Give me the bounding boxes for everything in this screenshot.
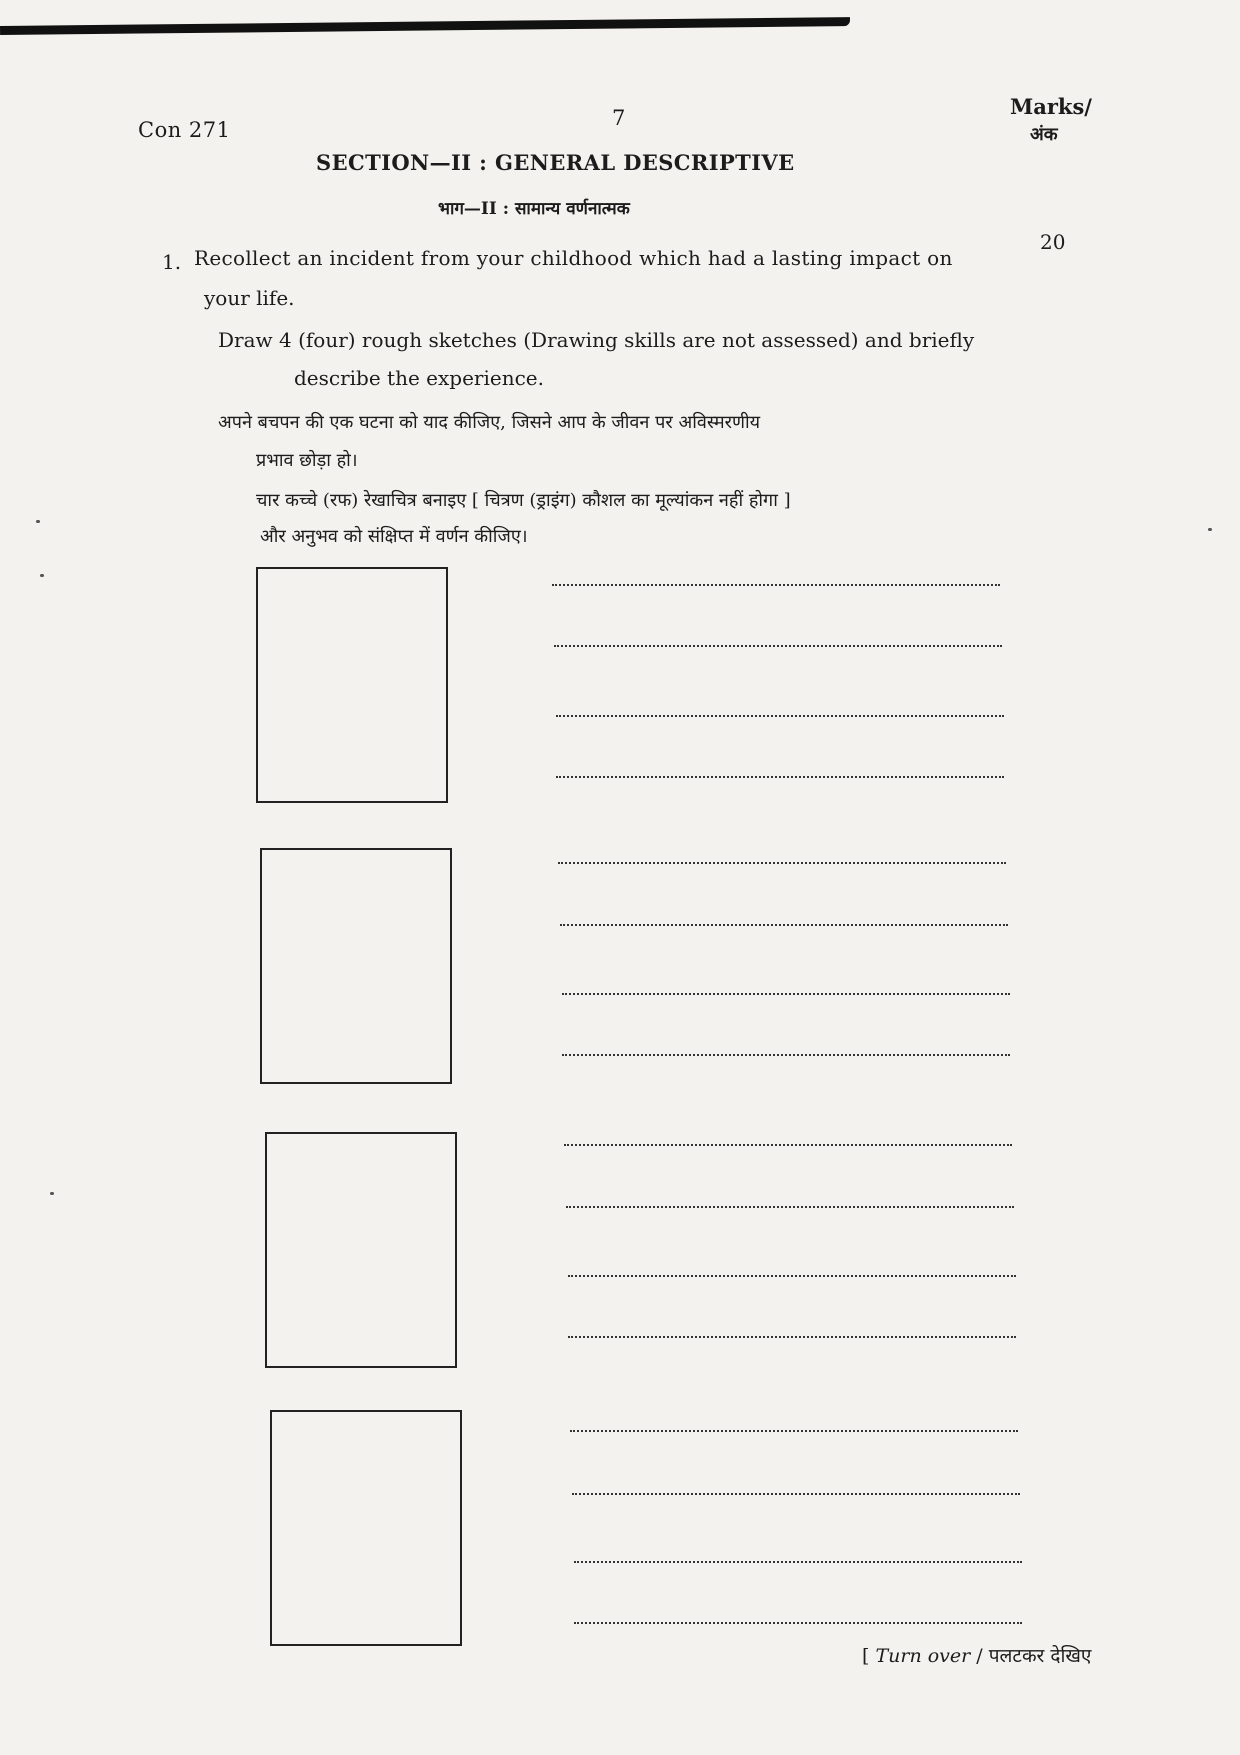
- instruction-line-1: Draw 4 (four) rough sketches (Drawing skills are not assessed) and briefly: [218, 328, 975, 352]
- scan-speck: [36, 520, 40, 523]
- answer-line[interactable]: [564, 1144, 1012, 1146]
- answer-line[interactable]: [570, 1430, 1018, 1432]
- scan-speck: [1208, 528, 1212, 531]
- answer-line[interactable]: [572, 1493, 1020, 1495]
- turn-over-note: [862, 1642, 1091, 1668]
- turn-over-hindi: पलटकर देखिए: [988, 1645, 1092, 1667]
- answer-line[interactable]: [566, 1206, 1014, 1208]
- turn-over-text: Turn over: [875, 1645, 971, 1667]
- marks-label: Marks/: [1010, 94, 1092, 119]
- answer-line[interactable]: [552, 584, 1000, 586]
- answer-line[interactable]: [554, 645, 1002, 647]
- answer-line[interactable]: [560, 924, 1008, 926]
- answer-line[interactable]: [574, 1622, 1022, 1624]
- page-number: 7: [612, 106, 626, 130]
- answer-line[interactable]: [562, 993, 1010, 995]
- answer-line[interactable]: [568, 1336, 1016, 1338]
- top-rule: [0, 17, 850, 35]
- answer-line[interactable]: [562, 1054, 1010, 1056]
- paper-code: Con 271: [138, 118, 231, 142]
- footer-separator: /: [970, 1645, 989, 1667]
- question-text-line-2: your life.: [204, 286, 295, 310]
- answer-line[interactable]: [556, 715, 1004, 717]
- scan-speck: [40, 574, 44, 577]
- answer-line[interactable]: [574, 1561, 1022, 1563]
- question-number: 1.: [162, 250, 182, 274]
- marks-label-hindi: अंक: [1030, 124, 1058, 145]
- instruction-hindi-line-1: चार कच्चे (रफ) रेखाचित्र बनाइए [ चित्रण (ड्राइंग) कौशल का मूल्यांकन नहीं होगा ]: [256, 490, 791, 511]
- section-title: SECTION—II : GENERAL DESCRIPTIVE: [316, 150, 795, 175]
- question-hindi-line-1: अपने बचपन की एक घटना को याद कीजिए, जिसने आप के जीवन पर अविस्मरणीय: [218, 412, 761, 433]
- answer-line[interactable]: [558, 862, 1006, 864]
- question-marks: 20: [1040, 230, 1066, 254]
- sketch-box-1[interactable]: [256, 567, 448, 803]
- sketch-box-3[interactable]: [265, 1132, 457, 1368]
- answer-line[interactable]: [568, 1275, 1016, 1277]
- footer-bracket: [: [862, 1645, 876, 1667]
- question-text-line-1: Recollect an incident from your childhood which had a lasting impact on: [194, 246, 953, 270]
- instruction-line-2: describe the experience.: [294, 366, 544, 390]
- section-title-hindi: भाग—II : सामान्य वर्णनात्मक: [438, 199, 630, 219]
- instruction-hindi-line-2: और अनुभव को संक्षिप्त में वर्णन कीजिए।: [260, 526, 528, 547]
- sketch-box-4[interactable]: [270, 1410, 462, 1646]
- question-hindi-line-2: प्रभाव छोड़ा हो।: [256, 450, 358, 471]
- scan-speck: [50, 1192, 54, 1195]
- sketch-box-2[interactable]: [260, 848, 452, 1084]
- answer-line[interactable]: [556, 776, 1004, 778]
